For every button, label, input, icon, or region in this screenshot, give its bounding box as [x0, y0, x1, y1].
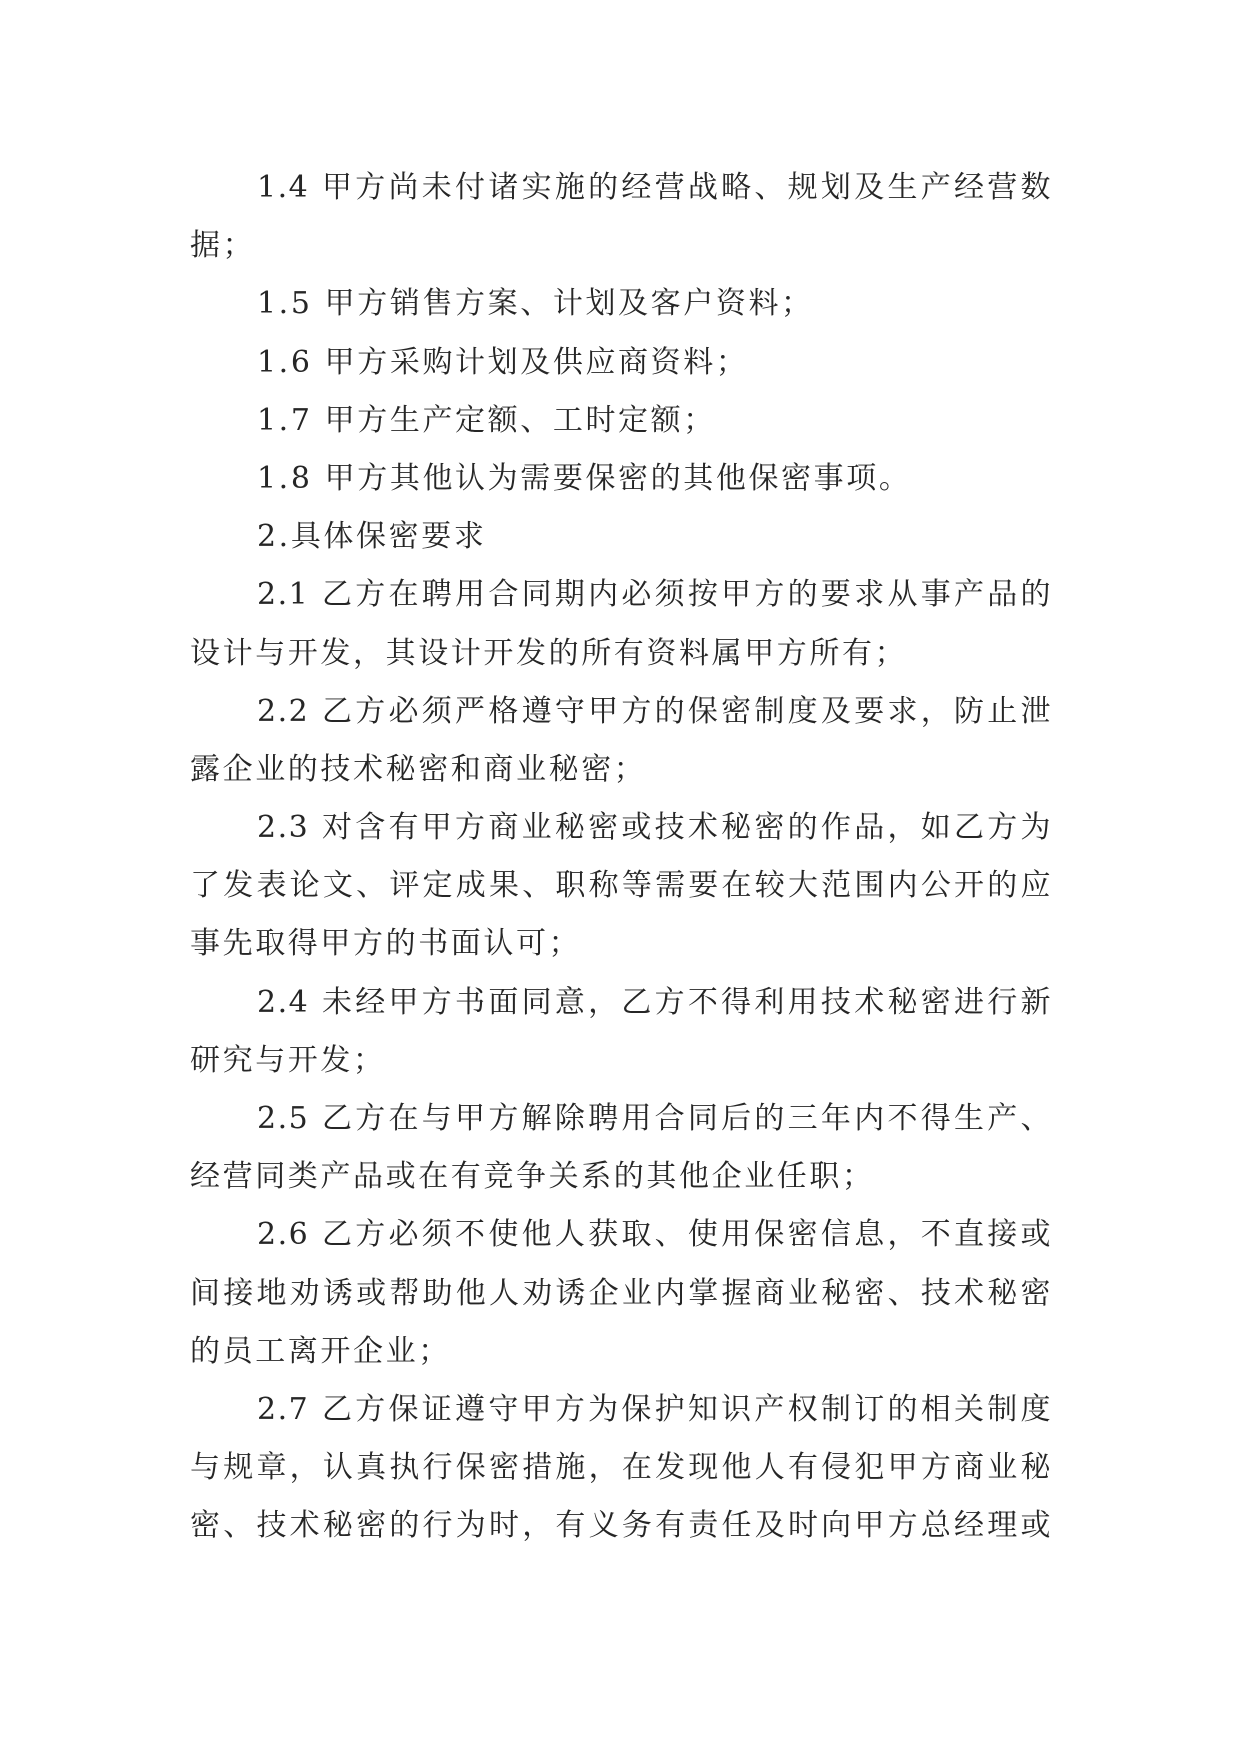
item-2-7-continuation: 密、技术秘密的行为时，有义务有责任及时向甲方总经理或 — [190, 1508, 1052, 1544]
item-1-8-line: 1.8 甲方其他认为需要保密的其他保密事项。 — [257, 460, 912, 496]
item-2-3-line: 2.3 对含有甲方商业秘密或技术秘密的作品，如乙方为 — [257, 810, 1052, 846]
item-1-4-continuation: 据； — [190, 228, 256, 264]
item-2-6-line: 2.6 乙方必须不使他人获取、使用保密信息，不直接或 — [257, 1217, 1052, 1253]
item-1-5-line: 1.5 甲方销售方案、计划及客户资料； — [257, 286, 814, 322]
item-2-4-continuation: 研究与开发； — [190, 1042, 386, 1078]
item-2-2-continuation: 露企业的技术秘密和商业秘密； — [190, 751, 647, 787]
item-2-2-line: 2.2 乙方必须严格遵守甲方的保密制度及要求，防止泄 — [257, 693, 1052, 729]
item-1-7-line: 1.7 甲方生产定额、工时定额； — [257, 402, 716, 438]
item-2-3-continuation: 了发表论文、评定成果、职称等需要在较大范围内公开的应 — [190, 868, 1052, 904]
item-2-4-line: 2.4 未经甲方书面同意，乙方不得利用技术秘密进行新 — [257, 984, 1052, 1020]
document-body — [190, 159, 1052, 1556]
item-2-1-continuation: 设计与开发，其设计开发的所有资料属甲方所有； — [190, 635, 908, 671]
section-2-heading: 2.具体保密要求 — [257, 519, 487, 555]
item-2-1-line: 2.1 乙方在聘用合同期内必须按甲方的要求从事产品的 — [257, 577, 1052, 613]
item-2-6-continuation: 的员工离开企业； — [190, 1333, 451, 1369]
item-1-6-line: 1.6 甲方采购计划及供应商资料； — [257, 344, 749, 380]
item-1-4-line: 1.4 甲方尚未付诸实施的经营战略、规划及生产经营数 — [257, 170, 1052, 205]
item-2-6-continuation: 间接地劝诱或帮助他人劝诱企业内掌握商业秘密、技术秘密 — [190, 1275, 1052, 1311]
item-2-3-continuation: 事先取得甲方的书面认可； — [190, 926, 582, 962]
item-2-7-line: 2.7 乙方保证遵守甲方为保护知识产权制订的相关制度 — [257, 1391, 1052, 1427]
item-2-5-continuation: 经营同类产品或在有竞争关系的其他企业任职； — [190, 1159, 875, 1195]
item-2-7-continuation: 与规章，认真执行保密措施，在发现他人有侵犯甲方商业秘 — [190, 1450, 1052, 1486]
item-2-5-line: 2.5 乙方在与甲方解除聘用合同后的三年内不得生产、 — [257, 1101, 1052, 1136]
